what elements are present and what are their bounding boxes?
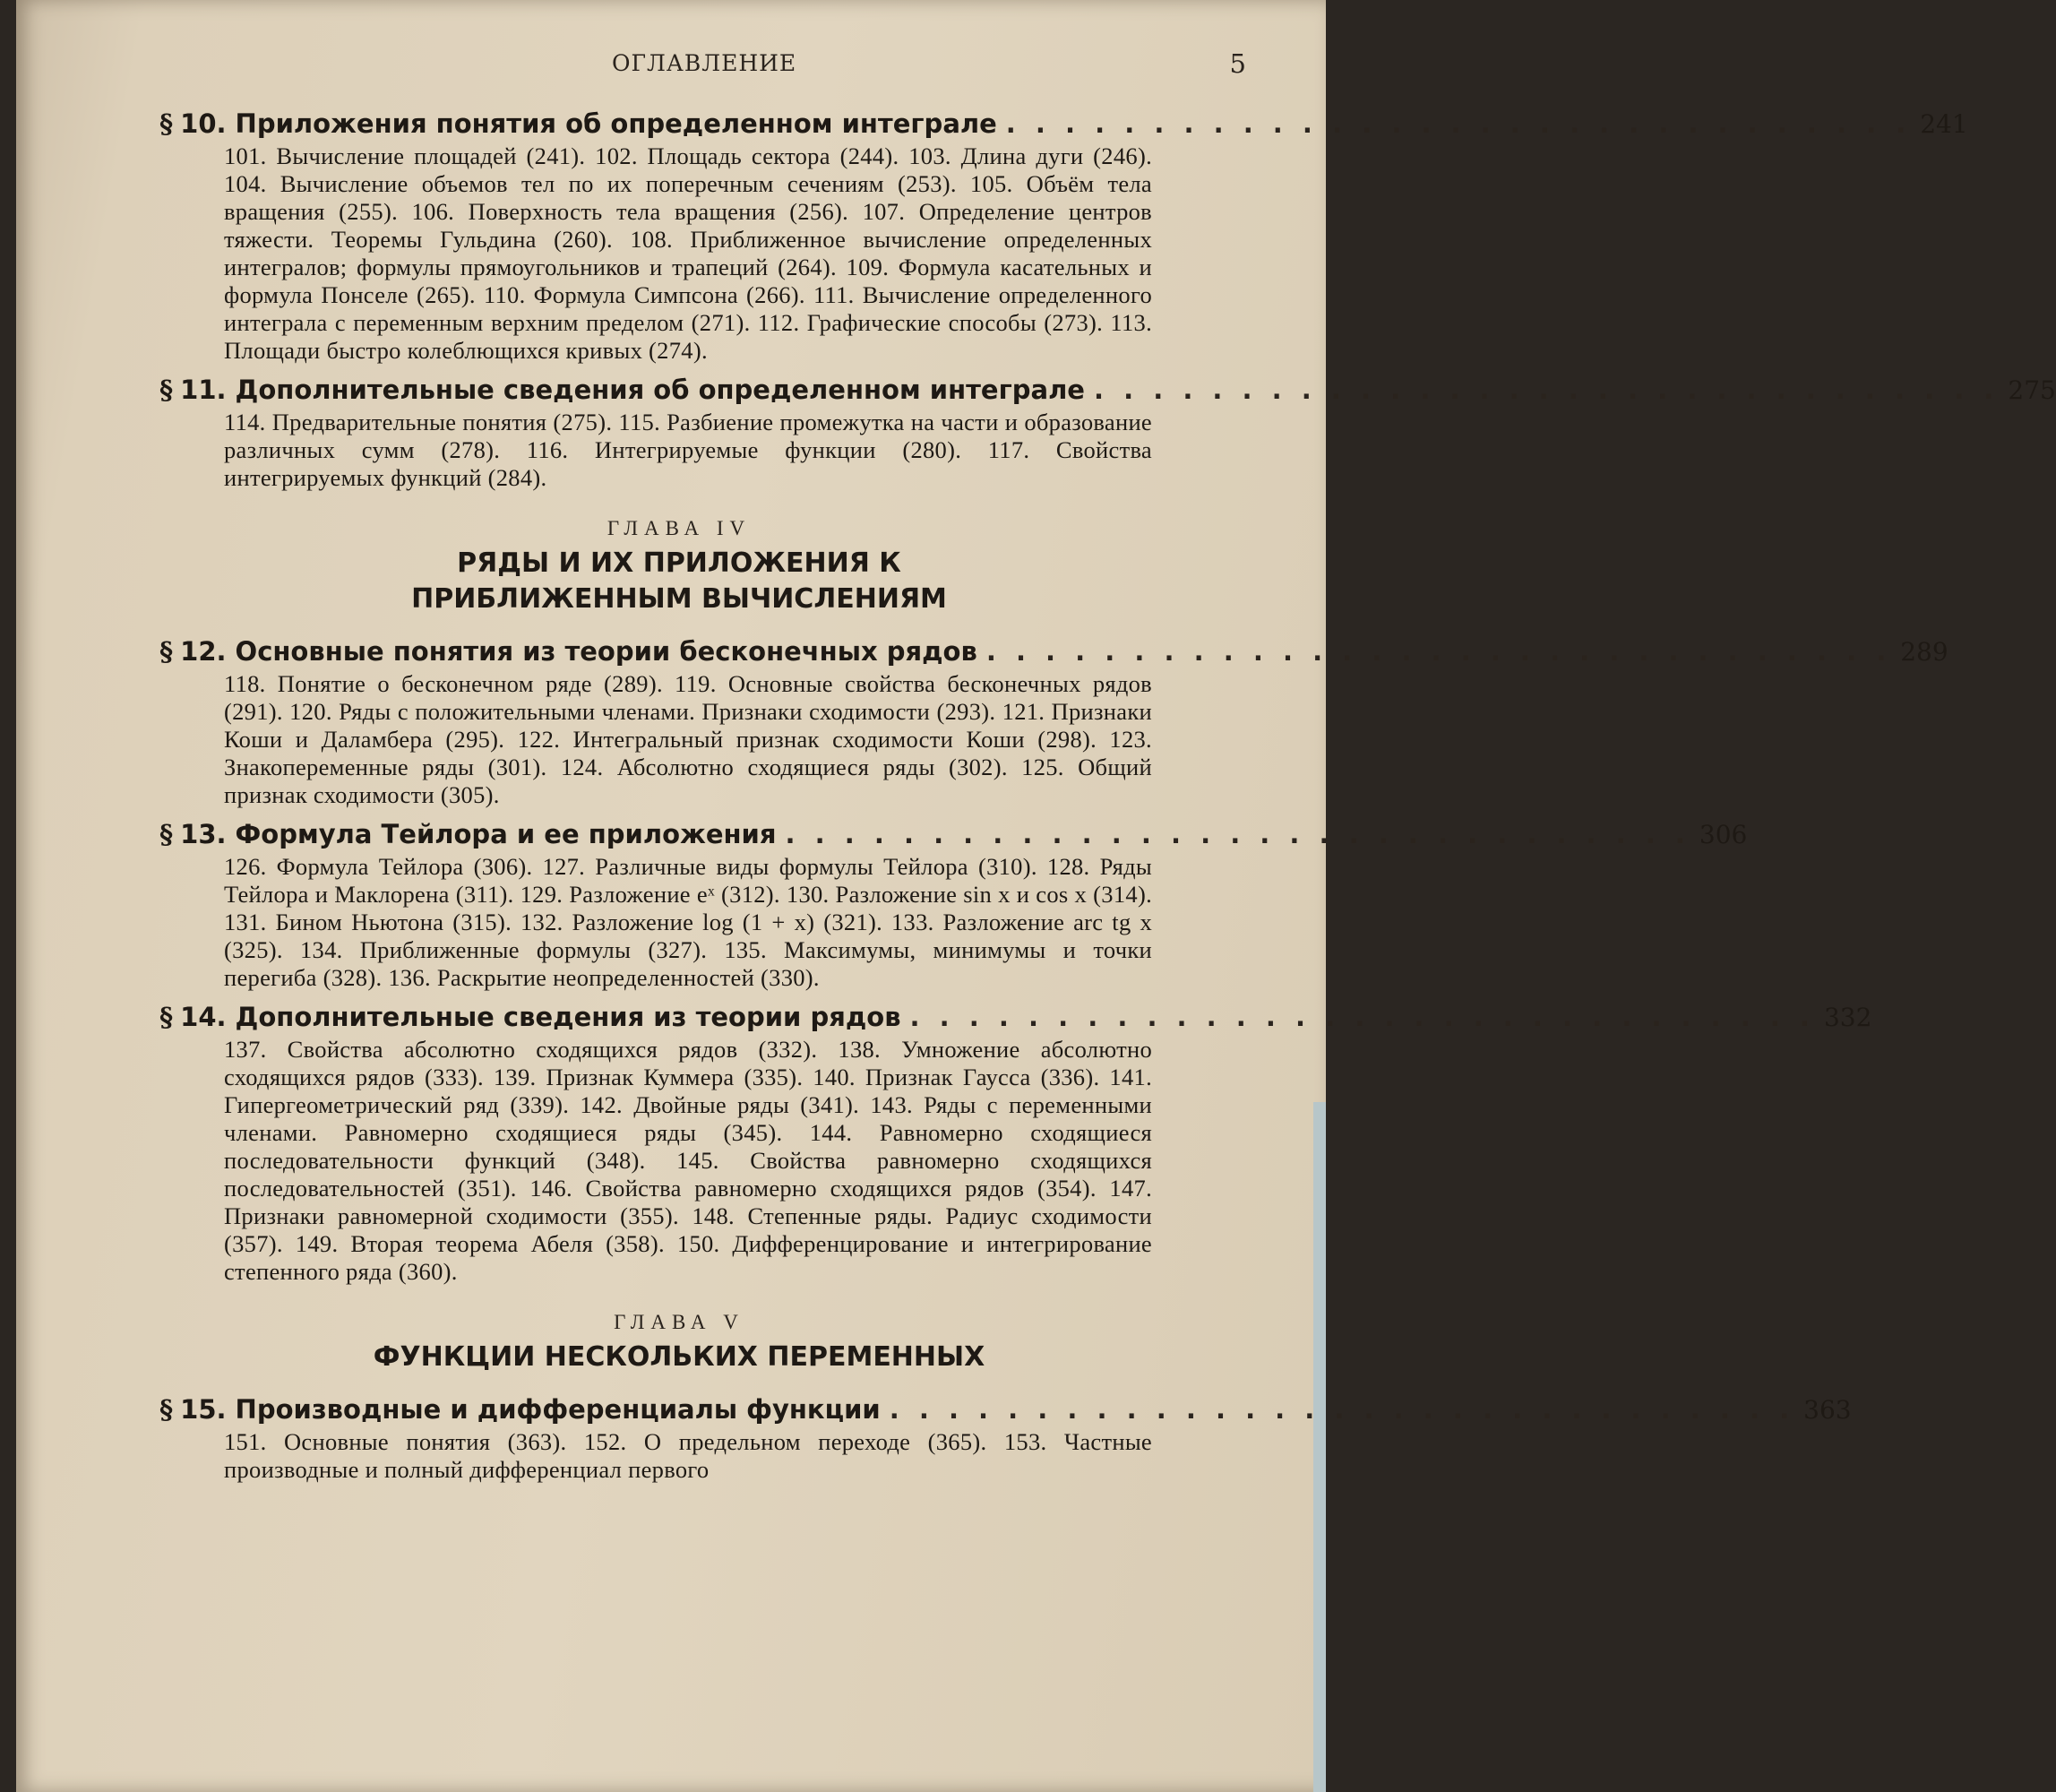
section-number: 14. [180,1002,227,1032]
section-title: Формула Тейлора и ее приложения [235,819,777,849]
toc-section-10 [159,106,1968,365]
dot-leader: . . . . . . . . . . . . . . . . . . . . . . . . . . . . . . . [785,819,1690,849]
section-sign: § [159,1002,174,1032]
section-number: 15. [180,1394,227,1425]
running-head [16,50,1326,86]
section-number: 13. [180,819,227,849]
background-edge [1313,1102,1326,1792]
section-sign: § [159,636,174,667]
section-heading[interactable] [159,106,1968,142]
section-heading[interactable] [159,1391,1852,1428]
section-title: Приложения понятия об определенном интеграле [235,108,997,139]
section-contents: 114. Предварительные понятия (275). 115. Разбиение промежутка на части и образование различных сумм (278). 116. Интегрируемые функции (280). 117. Свойства интегрируемых функций (284). [224,409,1152,491]
section-heading[interactable] [159,816,1748,853]
toc-section-12 [159,633,1948,809]
toc-section-15 [159,1391,1852,1484]
section-contents: 118. Понятие о бесконечном ряде (289). 119. Основные свойства бесконечных рядов (291). 120. Ряды с положительными членами. Признаки сходимости (293). 121. Признаки Коши и Даламбера (295). 122. Интегральный признак сходимости Коши (298). 123. Знакопеременные ряды (301). 124. Абсолютно сходящиеся ряды (302). 125. Общий признак сходимости (305). [224,670,1152,808]
section-heading[interactable] [159,999,1872,1036]
toc-section-13 [159,816,1748,992]
section-sign: § [159,108,174,139]
chapter-title[interactable]: ФУНКЦИИ НЕСКОЛЬКИХ ПЕРЕМЕННЫХ [373,1341,985,1373]
section-contents: 151. Основные понятия (363). 152. О предельном переходе (365). 153. Частные производные и полный дифференциал первого [224,1428,1152,1483]
chapter-5-heading [159,1311,1199,1375]
section-sign: § [159,819,174,849]
dot-leader: . . . . . . . . . . . . . . . . . . . . . . . . . . . . . . . [1005,108,1912,139]
toc-section-11 [159,372,2056,492]
dot-leader: . . . . . . . . . . . . . . . . . . . . . . . . . . . . . . . [1093,375,2000,405]
section-title: Дополнительные сведения из теории рядов [235,1002,901,1032]
section-title: Основные понятия из теории бесконечных рядов [235,636,977,667]
chapter-label: ГЛАВА IV [606,517,752,539]
section-page: 275 [2008,375,2056,405]
chapter-title[interactable]: РЯДЫ И ИХ ПРИЛОЖЕНИЯ К ПРИБЛИЖЕННЫМ ВЫЧИСЛЕНИЯМ [411,547,947,615]
dot-leader: . . . . . . . . . . . . . . . . . . . . . . . . . . . . . . . [909,1002,1815,1032]
section-title: Производные и дифференциалы функции [235,1394,881,1425]
section-number: 11. [180,375,227,405]
section-contents: 137. Свойства абсолютно сходящихся рядов (332). 138. Умножение абсолютно сходящихся рядов (333). 139. Признак Куммера (335). 140. Признак Гаусса (336). 141. Гипергеометрический ряд (339). 142. Двойные ряды (341). 143. Ряды с переменными членами. Равномерно сходящиеся ряды (345). 144. Равномерно сходящиеся последовательности функций (348). 145. Свойства равномерно сходящихся последовательностей (351). 146. Свойства равномерно сходящихся рядов (354). 147. Признаки равномерной сходимости (355). 148. Степенные ряды. Радиус сходимости (357). 149. Вторая теорема Абеля (358). 150. Дифференцирование и интегрирование степенного ряда (360). [224,1036,1152,1285]
section-heading[interactable] [159,633,1948,670]
section-sign: § [159,375,174,405]
section-page: 363 [1803,1395,1852,1425]
section-page: 306 [1699,820,1748,849]
page-number: 5 [1229,48,1247,79]
section-page: 241 [1920,109,1968,139]
section-number: 10. [180,108,227,139]
running-head-title: ОГЛАВЛЕНИЕ [612,50,797,76]
section-heading[interactable] [159,372,2056,409]
section-sign: § [159,1394,174,1425]
chapter-4-heading [159,517,1199,617]
section-page: 289 [1900,637,1948,667]
dot-leader: . . . . . . . . . . . . . . . . . . . . . . . . . . . . . . . [889,1394,1795,1425]
section-contents: 101. Вычисление площадей (241). 102. Площадь сектора (244). 103. Длина дуги (246). 104. Вычисление объемов тел по их поперечным сечениям (253). 105. Объём тела вращения (255). 106. Поверхность тела вращения (256). 107. Определение центров тяжести. Теоремы Гульдина (260). 108. Приближенное вычисление определенных интегралов; формулы прямоугольников и трапеций (264). 109. Формула касательных и формула Понселе (265). 110. Формула Симпсона (266). 111. Вычисление определенного интеграла с переменным верхним пределом (271). 112. Графические способы (273). 113. Площади быстро колеблющихся кривых (274). [224,142,1152,364]
dot-leader: . . . . . . . . . . . . . . . . . . . . . . . . . . . . . . . [985,636,1892,667]
section-contents: 126. Формула Тейлора (306). 127. Различные виды формулы Тейлора (310). 128. Ряды Тейлора и Маклорена (311). 129. Разложение eˣ (312). 130. Разложение sin x и cos x (314). 131. Бином Ньютона (315). 132. Разложение log (1 + x) (321). 133. Разложение arc tg x (325). 134. Приближенные формулы (327). 135. Максимумы, минимумы и точки перегиба (328). 136. Раскрытие неопределенностей (330). [224,853,1152,991]
toc-section-14 [159,999,1872,1286]
book-page [16,0,2056,1792]
section-page: 332 [1823,1003,1872,1032]
section-title: Дополнительные сведения об определенном интеграле [235,375,1085,405]
section-number: 12. [180,636,227,667]
chapter-label: ГЛАВА V [614,1311,744,1333]
toc-content [159,106,2056,1491]
